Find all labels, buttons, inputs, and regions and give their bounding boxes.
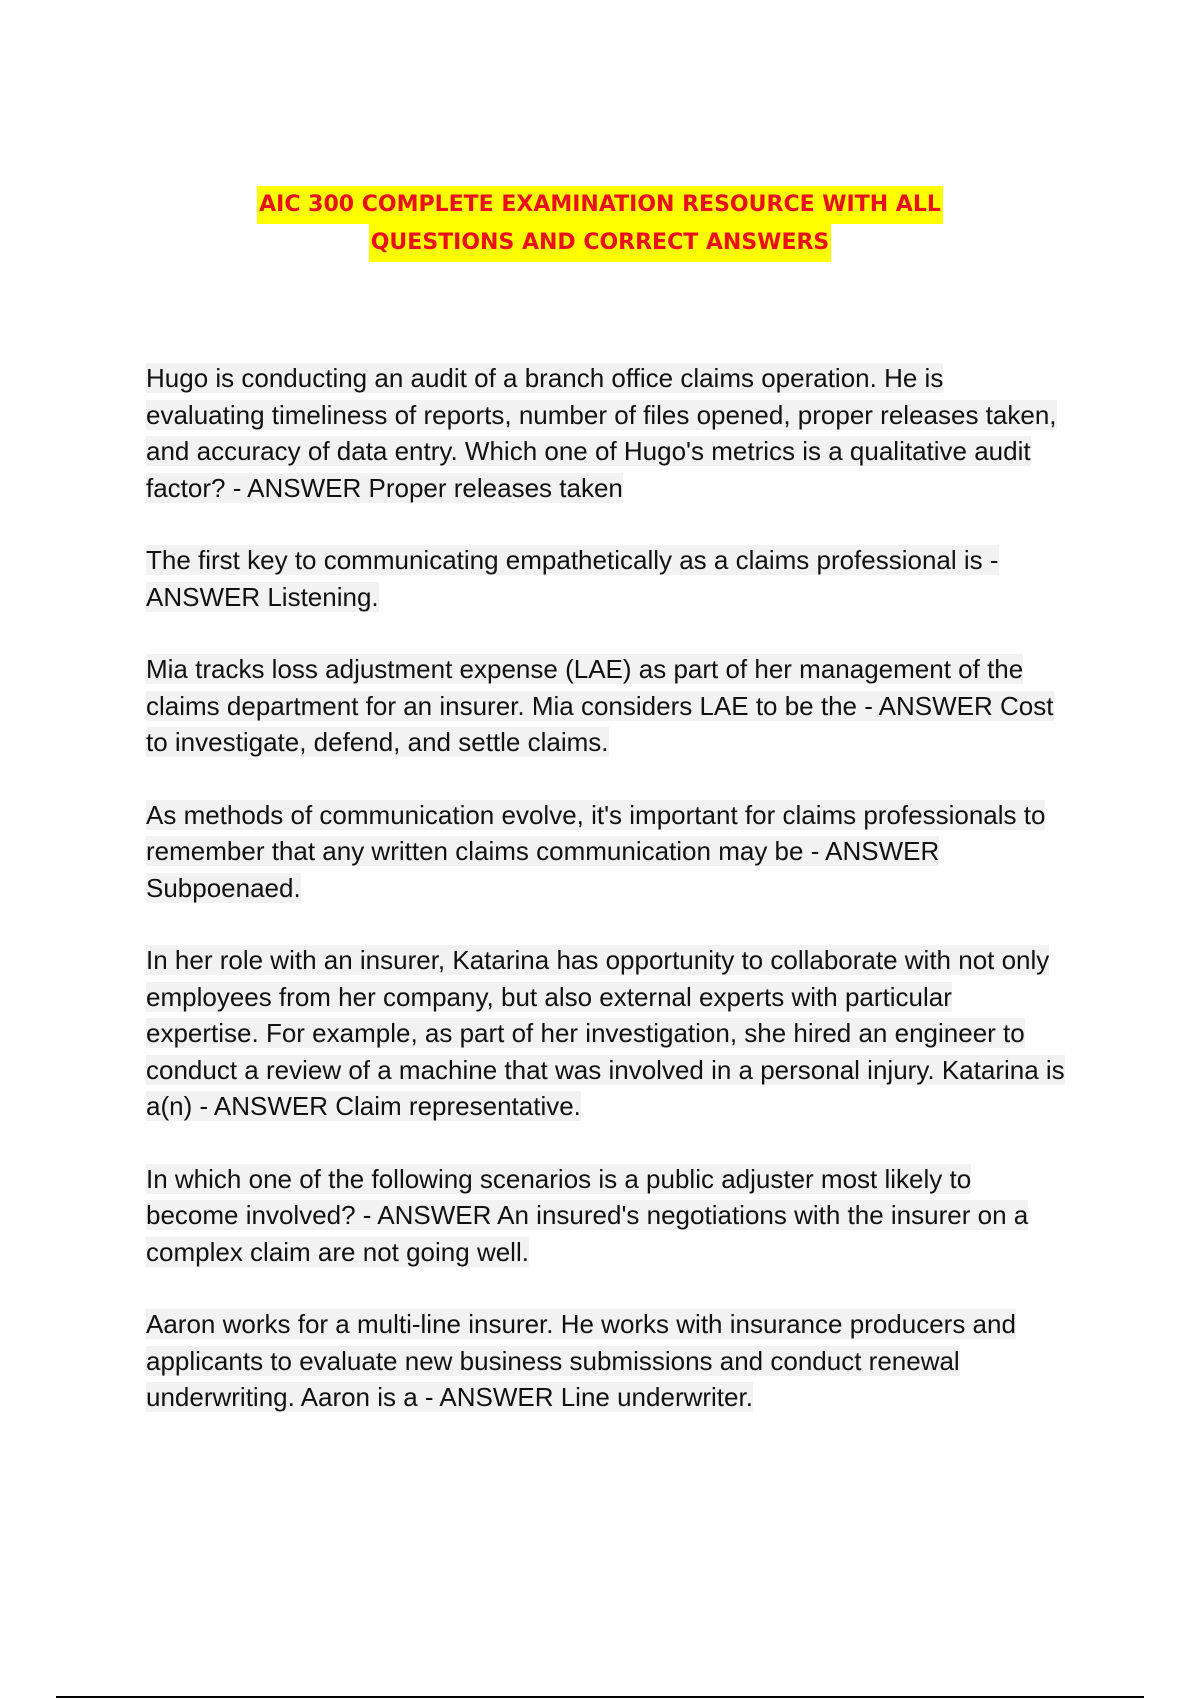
qa-item xyxy=(146,542,1066,615)
title-line-1: AIC 300 COMPLETE EXAMINATION RESOURCE WITH ALL xyxy=(257,186,943,224)
qa-item xyxy=(146,1306,1066,1416)
title-line-2: QUESTIONS AND CORRECT ANSWERS xyxy=(369,224,832,262)
qa-item xyxy=(146,942,1066,1125)
qa-text: Hugo is conducting an audit of a branch office claims operation. He is evaluating timeliness of reports, number of files opened, proper releases taken, and accuracy of data entry. Which one of Hugo's metrics is a qualitative audit factor? - ANSWER Proper releases taken xyxy=(146,363,1057,503)
page-bottom-rule xyxy=(56,1696,1144,1698)
qa-text: As methods of communication evolve, it's important for claims professionals to remember that any written claims communication may be - ANSWER Subpoenaed. xyxy=(146,799,1046,903)
question-answer-list xyxy=(146,360,1066,1452)
qa-text: Aaron works for a multi-line insurer. He works with insurance producers and applicants to evaluate new business submissions and conduct renewal underwriting. Aaron is a - ANSWER Line underwriter. xyxy=(146,1309,1016,1412)
qa-text: In which one of the following scenarios is a public adjuster most likely to become involved? - ANSWER An insured's negotiations with the insurer on a complex claim are not going well. xyxy=(146,1163,1029,1267)
qa-item xyxy=(146,651,1066,761)
qa-item xyxy=(146,360,1066,506)
qa-item xyxy=(146,797,1066,907)
qa-text: In her role with an insurer, Katarina has opportunity to collaborate with not only employees from her company, but also external experts with particular expertise. For example, as part of her investigation, she hired an engineer to conduct a review of a machine that was involved in a personal injury. Katarina is a(n) - ANSWER Claim representative. xyxy=(146,945,1065,1121)
qa-text: The first key to communicating empathetically as a claims professional is - ANSWER Listening. xyxy=(146,545,999,612)
qa-item xyxy=(146,1161,1066,1271)
document-title xyxy=(0,186,1200,262)
qa-text: Mia tracks loss adjustment expense (LAE) as part of her management of the claims department for an insurer. Mia considers LAE to be the - ANSWER Cost to investigate, defend, and settle claims. xyxy=(146,654,1054,757)
